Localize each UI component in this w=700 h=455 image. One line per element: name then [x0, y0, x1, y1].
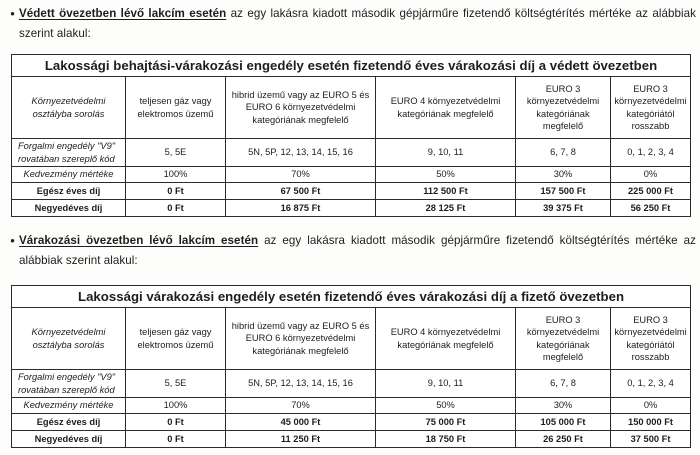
cell-quarterly-hybrid: 16 875 Ft: [226, 200, 376, 217]
column-header-hybrid-euro5-6: hibrid üzemű vagy az EURO 5 és EURO 6 környezetvédelmi kategóriának megfelelő: [226, 77, 376, 139]
cell-code-worse: 0, 1, 2, 3, 4: [611, 139, 691, 167]
table-row-discount: [12, 167, 691, 183]
paragraph-text-2: [19, 231, 696, 270]
cell-annual-euro3: 105 000 Ft: [516, 414, 611, 431]
column-header-worse-than-euro3: EURO 3 környezetvédelmi kategóriától rosszabb: [611, 77, 691, 139]
cell-quarterly-gas-electric: 0 Ft: [126, 200, 226, 217]
column-header-euro3: EURO 3 környezetvédelmi kategóriának megfelelő: [516, 77, 611, 139]
cell-code-euro3: 6, 7, 8: [516, 370, 611, 398]
table-row-annual-fee: [12, 183, 691, 200]
row-label-discount: Kedvezmény mértéke: [12, 398, 126, 414]
row-label-quarterly-fee: Negyedéves díj: [12, 431, 126, 448]
table-title-row: [12, 286, 691, 308]
cell-quarterly-euro4: 18 750 Ft: [376, 431, 516, 448]
column-header-class: Környezetvédelmi osztályba sorolás: [12, 77, 126, 139]
row-label-vehicle-code: Forgalmi engedély "V9" rovatában szereplő kód: [12, 370, 126, 398]
cell-code-gas-electric: 5, 5E: [126, 370, 226, 398]
row-label-vehicle-code: Forgalmi engedély "V9" rovatában szereplő kód: [12, 139, 126, 167]
table-title-row: [12, 55, 691, 77]
paragraph-rest-2: az egy lakásra kiadott második gépjárműre fizetendő költségtérítés mértéke az alábbiak szerint alakul:: [19, 234, 696, 267]
cell-code-euro3: 6, 7, 8: [516, 139, 611, 167]
cell-quarterly-gas-electric: 0 Ft: [126, 431, 226, 448]
cell-quarterly-euro3: 39 375 Ft: [516, 200, 611, 217]
cell-code-hybrid: 5N, 5P, 12, 13, 14, 15, 16: [226, 139, 376, 167]
column-header-hybrid-euro5-6: hibrid üzemű vagy az EURO 5 és EURO 6 környezetvédelmi kategóriának megfelelő: [226, 308, 376, 370]
cell-quarterly-worse: 37 500 Ft: [611, 431, 691, 448]
cell-code-euro4: 9, 10, 11: [376, 139, 516, 167]
paragraph-lead-in-2: Várakozási övezetben lévő lakcím esetén: [19, 234, 259, 247]
table-row-quarterly-fee: [12, 431, 691, 448]
column-header-euro4: EURO 4 környezetvédelmi kategóriának megfelelő: [376, 308, 516, 370]
paragraph-rest-1: az egy lakásra kiadott második gépjárműre fizetendő költségtérítés mértéke az alábbiak szerint alakul:: [19, 7, 696, 40]
cell-discount-euro3: 30%: [516, 167, 611, 183]
bullet-marker-2: •: [10, 233, 15, 248]
fee-table-protected-zone: [11, 54, 691, 217]
cell-discount-gas-electric: 100%: [126, 398, 226, 414]
cell-discount-hybrid: 70%: [226, 167, 376, 183]
intro-paragraph-1: [6, 4, 696, 43]
table-row-vehicle-code: [12, 370, 691, 398]
cell-annual-worse: 225 000 Ft: [611, 183, 691, 200]
cell-annual-euro4: 75 000 Ft: [376, 414, 516, 431]
column-header-euro3: EURO 3 környezetvédelmi kategóriának megfelelő: [516, 308, 611, 370]
cell-discount-euro3: 30%: [516, 398, 611, 414]
cell-annual-gas-electric: 0 Ft: [126, 414, 226, 431]
cell-discount-hybrid: 70%: [226, 398, 376, 414]
table-row-vehicle-code: [12, 139, 691, 167]
cell-discount-worse: 0%: [611, 167, 691, 183]
cell-code-euro4: 9, 10, 11: [376, 370, 516, 398]
cell-discount-euro4: 50%: [376, 398, 516, 414]
row-label-quarterly-fee: Negyedéves díj: [12, 200, 126, 217]
table-row-annual-fee: [12, 414, 691, 431]
table-row-quarterly-fee: [12, 200, 691, 217]
cell-code-hybrid: 5N, 5P, 12, 13, 14, 15, 16: [226, 370, 376, 398]
table-header-row: [12, 77, 691, 139]
cell-discount-euro4: 50%: [376, 167, 516, 183]
column-header-worse-than-euro3: EURO 3 környezetvédelmi kategóriától rosszabb: [611, 308, 691, 370]
cell-discount-gas-electric: 100%: [126, 167, 226, 183]
column-header-gas-electric: teljesen gáz vagy elektromos üzemű: [126, 308, 226, 370]
intro-paragraph-2: [6, 231, 696, 270]
paragraph-text-1: [19, 4, 696, 43]
cell-annual-hybrid: 45 000 Ft: [226, 414, 376, 431]
row-label-annual-fee: Egész éves díj: [12, 183, 126, 200]
table-title: Lakossági várakozási engedély esetén fizetendő éves várakozási díj a fizető övezetben: [12, 286, 691, 308]
table-title: Lakossági behajtási-várakozási engedély esetén fizetendő éves várakozási díj a védett övezetben: [12, 55, 691, 77]
row-label-discount: Kedvezmény mértéke: [12, 167, 126, 183]
column-header-gas-electric: teljesen gáz vagy elektromos üzemű: [126, 77, 226, 139]
table-row-discount: [12, 398, 691, 414]
row-label-annual-fee: Egész éves díj: [12, 414, 126, 431]
paragraph-lead-in-1: Védett övezetben lévő lakcím esetén: [19, 7, 227, 20]
cell-annual-euro3: 157 500 Ft: [516, 183, 611, 200]
cell-annual-euro4: 112 500 Ft: [376, 183, 516, 200]
cell-annual-hybrid: 67 500 Ft: [226, 183, 376, 200]
cell-discount-worse: 0%: [611, 398, 691, 414]
cell-annual-gas-electric: 0 Ft: [126, 183, 226, 200]
cell-quarterly-euro4: 28 125 Ft: [376, 200, 516, 217]
bullet-marker-1: •: [10, 6, 15, 21]
table-header-row: [12, 308, 691, 370]
cell-code-worse: 0, 1, 2, 3, 4: [611, 370, 691, 398]
column-header-class: Környezetvédelmi osztályba sorolás: [12, 308, 126, 370]
cell-annual-worse: 150 000 Ft: [611, 414, 691, 431]
cell-quarterly-worse: 56 250 Ft: [611, 200, 691, 217]
cell-code-gas-electric: 5, 5E: [126, 139, 226, 167]
cell-quarterly-euro3: 26 250 Ft: [516, 431, 611, 448]
cell-quarterly-hybrid: 11 250 Ft: [226, 431, 376, 448]
column-header-euro4: EURO 4 környezetvédelmi kategóriának megfelelő: [376, 77, 516, 139]
fee-table-paid-zone: [11, 285, 691, 448]
